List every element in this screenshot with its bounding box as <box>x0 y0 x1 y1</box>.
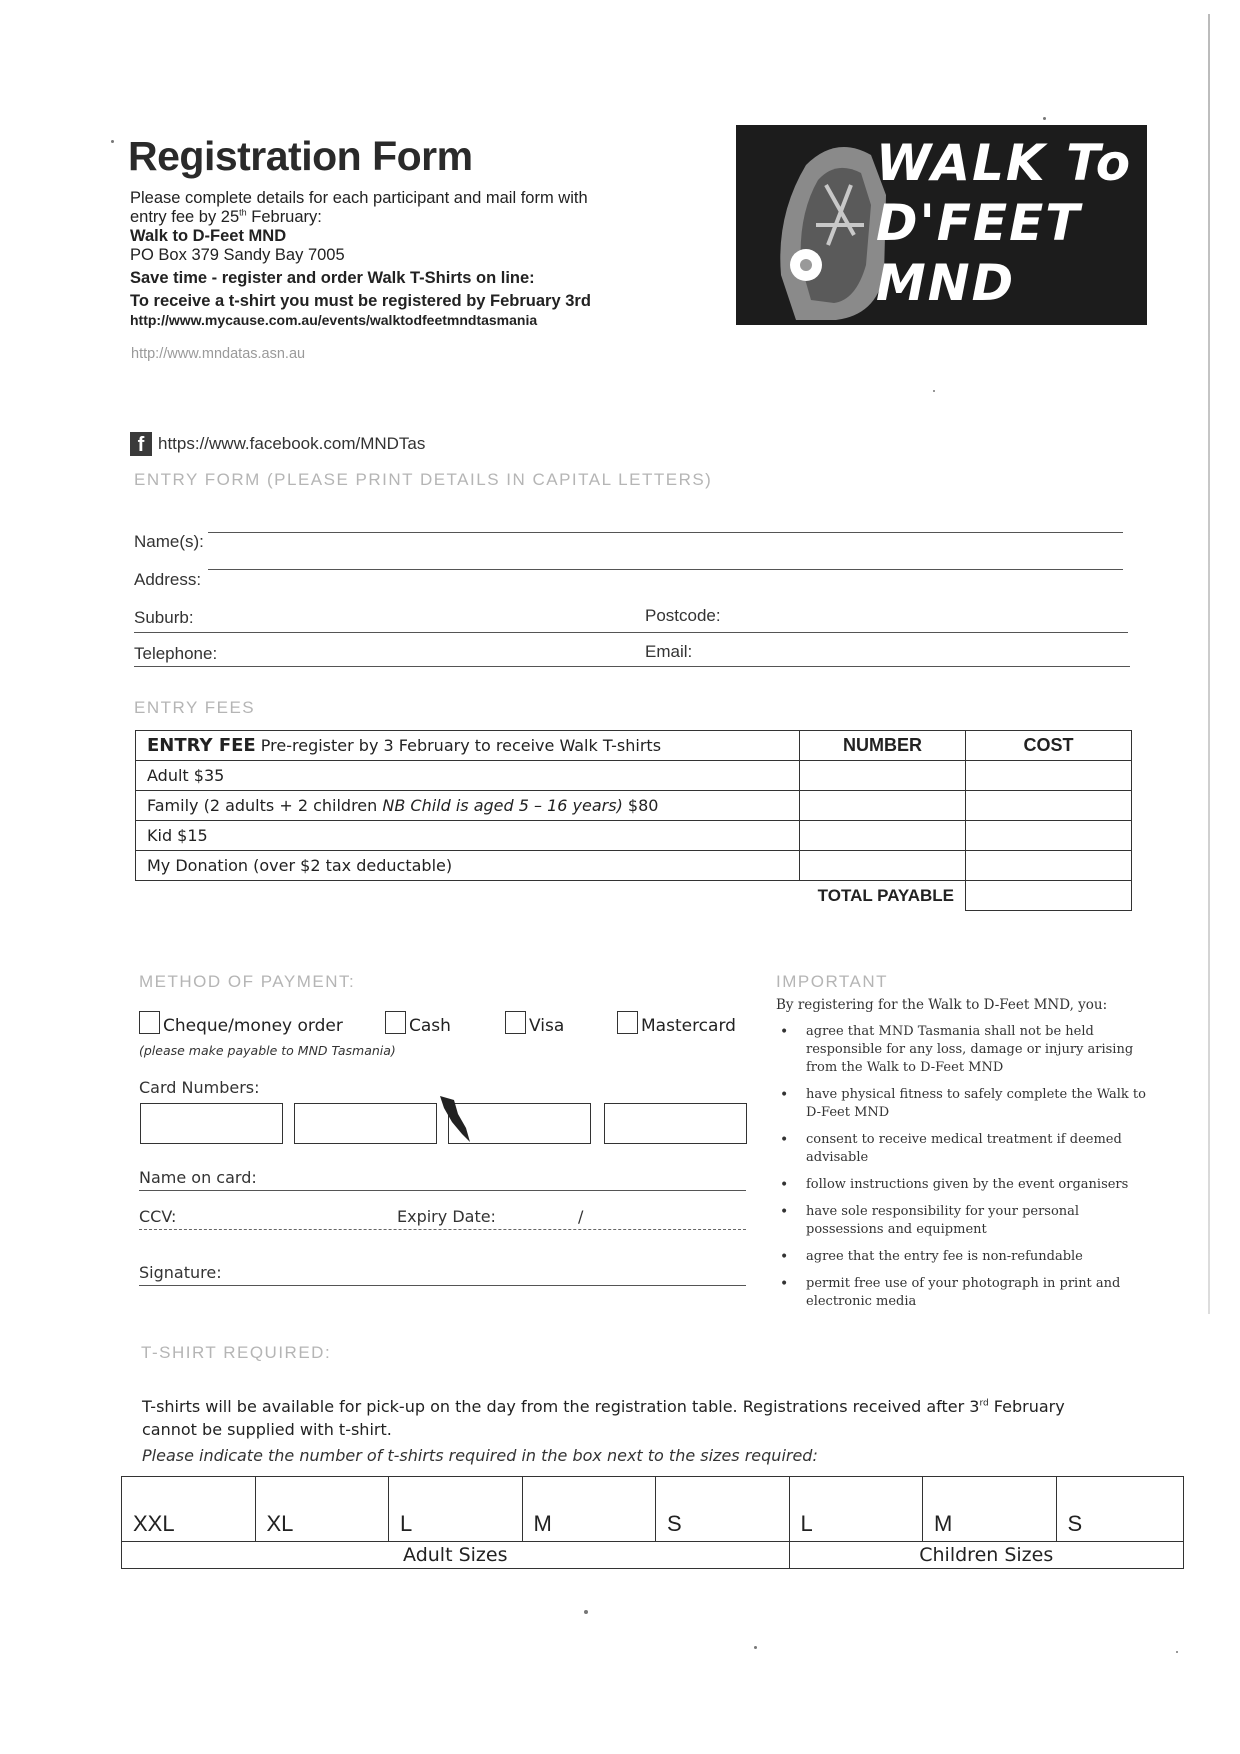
scan-speck <box>754 1646 757 1649</box>
visa-checkbox[interactable] <box>505 1011 526 1034</box>
scan-speck <box>1043 117 1046 120</box>
total-spacer <box>136 881 800 911</box>
total-payable-label: TOTAL PAYABLE <box>817 885 954 905</box>
visa-label: Visa <box>529 1016 565 1036</box>
scan-speck <box>584 1610 588 1614</box>
sizes-row <box>122 1477 1184 1542</box>
walk-logo <box>736 125 1147 325</box>
cash-checkbox[interactable] <box>385 1011 406 1034</box>
suburb-label: Suburb: <box>134 608 194 627</box>
mycause-link[interactable]: http://www.mycause.com.au/events/walktodfeetmndtasmania <box>130 312 538 328</box>
ink-smudge-icon <box>436 1094 480 1148</box>
cost-cell[interactable] <box>966 821 1132 851</box>
total-payable-cell[interactable] <box>966 881 1132 911</box>
size-child-s[interactable]: S <box>1056 1477 1184 1542</box>
email-label: Email: <box>645 642 693 661</box>
card-numbers-label: Card Numbers: <box>139 1078 260 1097</box>
names-field[interactable] <box>208 532 1123 533</box>
cheque-label: Cheque/money order <box>163 1016 343 1036</box>
ccv-expiry-field[interactable] <box>139 1229 746 1230</box>
card-number-box-1[interactable] <box>140 1103 283 1144</box>
adult-sizes-label: Adult Sizes <box>122 1542 790 1569</box>
important-list <box>776 1023 1146 1320</box>
number-cell[interactable] <box>800 791 966 821</box>
size-adult-s[interactable]: S <box>656 1477 790 1542</box>
list-item: • follow instructions given by the event organisers <box>776 1176 1146 1194</box>
facebook-icon: f <box>130 432 152 456</box>
signature-field[interactable] <box>139 1285 746 1286</box>
tshirt-heading: T-SHIRT REQUIRED: <box>141 1343 332 1362</box>
intro-line-1: Please complete details for each participant and mail form with <box>130 189 588 207</box>
tshirt-info <box>142 1395 1082 1441</box>
option-cheque[interactable] <box>139 1011 343 1036</box>
total-row <box>136 881 1132 911</box>
intro-date: entry fee by 25 <box>130 208 240 226</box>
cost-cell[interactable] <box>966 851 1132 881</box>
cash-label: Cash <box>409 1016 451 1036</box>
number-header: NUMBER <box>800 731 966 761</box>
list-item: • agree that the entry fee is non-refundable <box>776 1248 1146 1266</box>
po-box: PO Box 379 Sandy Bay 7005 <box>130 246 345 264</box>
tshirt-sizes-table <box>121 1476 1184 1569</box>
tshirt-info-post: February cannot be supplied with t-shirt. <box>142 1397 1065 1439</box>
important-intro: By registering for the Walk to D-Feet MND, you: <box>776 997 1108 1013</box>
payment-heading: METHOD OF PAYMENT: <box>139 972 356 991</box>
address-field[interactable] <box>208 569 1123 570</box>
logo-line-2: D'FEET <box>876 194 1082 252</box>
fee-label: My Donation (over $2 tax deductable) <box>136 851 800 881</box>
suburb-postcode-field[interactable] <box>134 632 1128 633</box>
mastercard-checkbox[interactable] <box>617 1011 638 1034</box>
telephone-label: Telephone: <box>134 644 218 663</box>
fee-row-family <box>136 791 1132 821</box>
scan-speck <box>111 140 114 143</box>
logo-text <box>876 133 1132 313</box>
family-label-note: NB Child is aged 5 – 16 years) <box>382 796 623 815</box>
facebook-row[interactable] <box>130 432 425 456</box>
facebook-link[interactable]: https://www.facebook.com/MNDTas <box>158 434 426 453</box>
option-mastercard[interactable] <box>617 1011 736 1036</box>
tshirt-info-pre: T-shirts will be available for pick-up on the day from the registration table. Registrations received after 3 <box>142 1397 980 1416</box>
mastercard-label: Mastercard <box>641 1016 736 1036</box>
payable-note: (please make payable to MND Tasmania) <box>139 1043 396 1058</box>
option-cash[interactable] <box>385 1011 451 1036</box>
intro-line-2 <box>130 208 690 227</box>
tshirt-note: Please indicate the number of t-shirts required in the box next to the sizes required: <box>142 1446 818 1465</box>
ccv-label: CCV: <box>139 1207 177 1226</box>
card-number-box-4[interactable] <box>604 1103 747 1144</box>
signature-label: Signature: <box>139 1263 222 1282</box>
fee-label: Adult $35 <box>136 761 800 791</box>
size-adult-m[interactable]: M <box>522 1477 656 1542</box>
scan-speck <box>933 390 935 392</box>
tshirt-info-sup: rd <box>979 1398 989 1409</box>
fees-header-row <box>136 731 1132 761</box>
list-item: • have sole responsibility for your personal possessions and equipment <box>776 1203 1146 1239</box>
intro-date-sup: th <box>239 207 247 218</box>
fee-header-rest: Pre-register by 3 February to receive Walk T-shirts <box>255 736 662 755</box>
name-on-card-field[interactable] <box>139 1190 746 1191</box>
logo-line-3: MND <box>876 254 1016 312</box>
size-category-row <box>122 1542 1184 1569</box>
fee-row-adult <box>136 761 1132 791</box>
intro-block <box>130 189 690 330</box>
entry-form-heading: ENTRY FORM (PLEASE PRINT DETAILS IN CAPITAL LETTERS) <box>134 470 713 489</box>
expiry-slash: / <box>578 1207 584 1226</box>
size-adult-l[interactable]: L <box>389 1477 523 1542</box>
important-heading: IMPORTANT <box>776 972 889 991</box>
cost-cell[interactable] <box>966 791 1132 821</box>
scan-speck <box>1176 1651 1178 1653</box>
family-label-pre: Family (2 adults + 2 children <box>147 796 383 815</box>
fee-label <box>136 791 800 821</box>
fees-header-label <box>136 731 800 761</box>
number-cell[interactable] <box>800 821 966 851</box>
telephone-email-field[interactable] <box>134 666 1130 667</box>
logo-line-1: WALK To <box>876 134 1133 192</box>
fee-row-donation <box>136 851 1132 881</box>
fee-header-bold: ENTRY FEE <box>147 735 256 756</box>
postcode-label: Postcode: <box>645 606 721 625</box>
mndtas-link[interactable]: http://www.mndatas.asn.au <box>131 346 306 362</box>
family-label-price: $80 <box>622 796 659 815</box>
entry-fees-table <box>135 730 1132 911</box>
list-item: • have physical fitness to safely complete the Walk to D-Feet MND <box>776 1086 1146 1122</box>
list-item: • permit free use of your photograph in print and electronic media <box>776 1275 1146 1311</box>
name-on-card-label: Name on card: <box>139 1168 257 1187</box>
scan-edge-shadow <box>1208 14 1210 1314</box>
size-child-m[interactable]: M <box>923 1477 1057 1542</box>
page-title: Registration Form <box>128 133 473 179</box>
children-sizes-label: Children Sizes <box>789 1542 1184 1569</box>
size-child-l[interactable]: L <box>789 1477 923 1542</box>
org-name: Walk to D-Feet MND <box>130 227 287 245</box>
card-number-box-2[interactable] <box>294 1103 437 1144</box>
fee-label: Kid $15 <box>136 821 800 851</box>
number-cell[interactable] <box>800 761 966 791</box>
cost-cell[interactable] <box>966 761 1132 791</box>
names-label: Name(s): <box>134 532 204 551</box>
fee-row-kid <box>136 821 1132 851</box>
option-visa[interactable] <box>505 1011 564 1036</box>
size-xxl[interactable]: XXL <box>122 1477 256 1542</box>
size-xl[interactable]: XL <box>255 1477 389 1542</box>
address-label: Address: <box>134 570 202 589</box>
expiry-date-label: Expiry Date: <box>397 1207 496 1226</box>
intro-date-post: February: <box>246 208 322 226</box>
tshirt-deadline: To receive a t-shirt you must be registered by February 3rd <box>130 292 591 310</box>
number-cell[interactable] <box>800 851 966 881</box>
save-time-note: Save time - register and order Walk T-Shirts on line: <box>130 269 535 287</box>
list-item: • agree that MND Tasmania shall not be held responsible for any loss, damage or injury arising from the Walk to D-Feet MND <box>776 1023 1146 1077</box>
entry-fees-heading: ENTRY FEES <box>134 698 256 717</box>
list-item: • consent to receive medical treatment if deemed advisable <box>776 1131 1146 1167</box>
cost-header: COST <box>966 731 1132 761</box>
cheque-checkbox[interactable] <box>139 1011 160 1034</box>
